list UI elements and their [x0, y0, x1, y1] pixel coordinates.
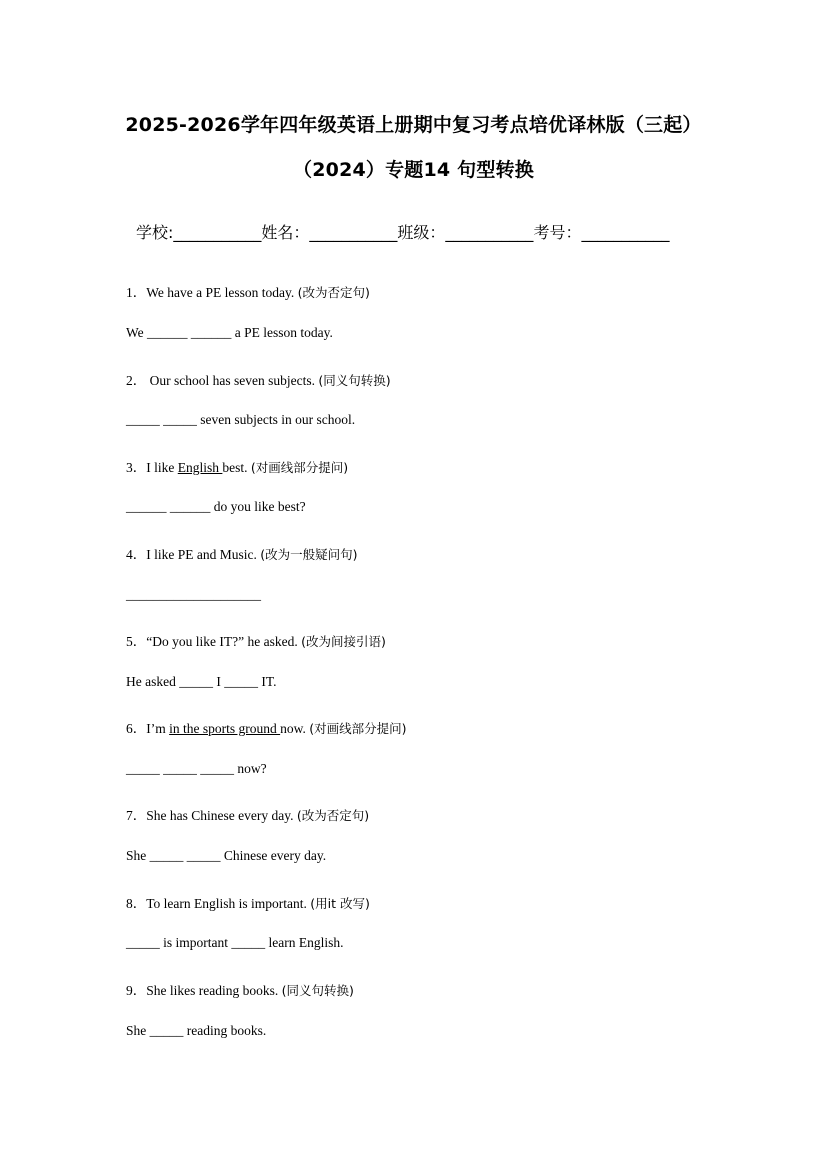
question-4: [126, 543, 358, 563]
answer-line-5[interactable]: He asked _____ I _____ IT.: [126, 674, 277, 689]
question-6: [126, 717, 407, 737]
answer-line-7[interactable]: She _____ _____ Chinese every day.: [126, 848, 327, 863]
question-1: [126, 281, 370, 301]
question-instruction: (同义句转换): [318, 373, 391, 388]
question-9: [126, 979, 354, 999]
school-field[interactable]: 学校:___________: [136, 223, 262, 242]
exam-number-field[interactable]: 考号：___________: [533, 223, 670, 242]
underlined-phrase: English: [177, 460, 223, 475]
question-text: I like PE and Music.: [146, 547, 261, 562]
class-field[interactable]: 班级：___________: [397, 223, 534, 242]
underlined-phrase: in the sports ground: [169, 721, 281, 736]
name-field[interactable]: 姓名：___________: [261, 223, 398, 242]
question-text-after: best.: [222, 460, 251, 475]
question-8: [126, 892, 370, 912]
question-number: 2．: [126, 373, 147, 388]
question-instruction: (改为否定句): [297, 285, 370, 300]
question-3: [126, 456, 348, 476]
question-instruction: (用it 改写): [310, 896, 370, 911]
question-number: 5．: [126, 634, 147, 649]
question-instruction: (对画线部分提问): [309, 721, 407, 736]
question-text: Our school has seven subjects.: [146, 373, 319, 388]
question-5: [126, 630, 386, 650]
answer-line-2[interactable]: _____ _____ seven subjects in our school.: [126, 412, 356, 427]
question-7: [126, 804, 369, 824]
question-text-before: I like: [146, 460, 178, 475]
answer-line-6[interactable]: _____ _____ _____ now?: [126, 761, 267, 776]
answer-line-9[interactable]: She _____ reading books.: [126, 1023, 267, 1038]
question-text: She has Chinese every day.: [146, 808, 297, 823]
answer-line-4[interactable]: ____________________: [126, 587, 261, 602]
question-instruction: (改为一般疑问句): [260, 547, 358, 562]
question-instruction: (改为否定句): [296, 808, 370, 823]
question-text-before: I’m: [146, 721, 170, 736]
question-instruction: (对画线部分提问): [250, 460, 349, 475]
document-title-line-2: （2024）专题14 句型转换: [293, 159, 534, 181]
question-number: 8．: [126, 896, 147, 911]
question-number: 9．: [126, 983, 147, 998]
answer-line-1[interactable]: We ______ ______ a PE lesson today.: [126, 325, 333, 340]
answer-line-8[interactable]: _____ is important _____ learn English.: [126, 935, 344, 950]
answer-line-3[interactable]: ______ ______ do you like best?: [126, 499, 306, 514]
question-text: We have a PE lesson today.: [146, 285, 298, 300]
question-number: 1．: [126, 285, 147, 300]
question-text: To learn English is important.: [146, 896, 311, 911]
question-number: 7．: [126, 808, 147, 823]
question-number: 6．: [126, 721, 147, 736]
document-title-line-1: 2025-2026学年四年级英语上册期中复习考点培优译林版（三起）: [125, 114, 702, 136]
question-number: 3．: [126, 460, 147, 475]
question-instruction: (同义句转换): [281, 983, 354, 998]
question-text: “Do you like IT?” he asked.: [146, 634, 302, 649]
question-text: She likes reading books.: [146, 983, 282, 998]
question-2: [126, 369, 391, 389]
student-info-line: [136, 220, 669, 243]
question-text-after: now.: [280, 721, 310, 736]
question-instruction: (改为间接引语): [301, 634, 386, 649]
question-number: 4．: [126, 547, 147, 562]
